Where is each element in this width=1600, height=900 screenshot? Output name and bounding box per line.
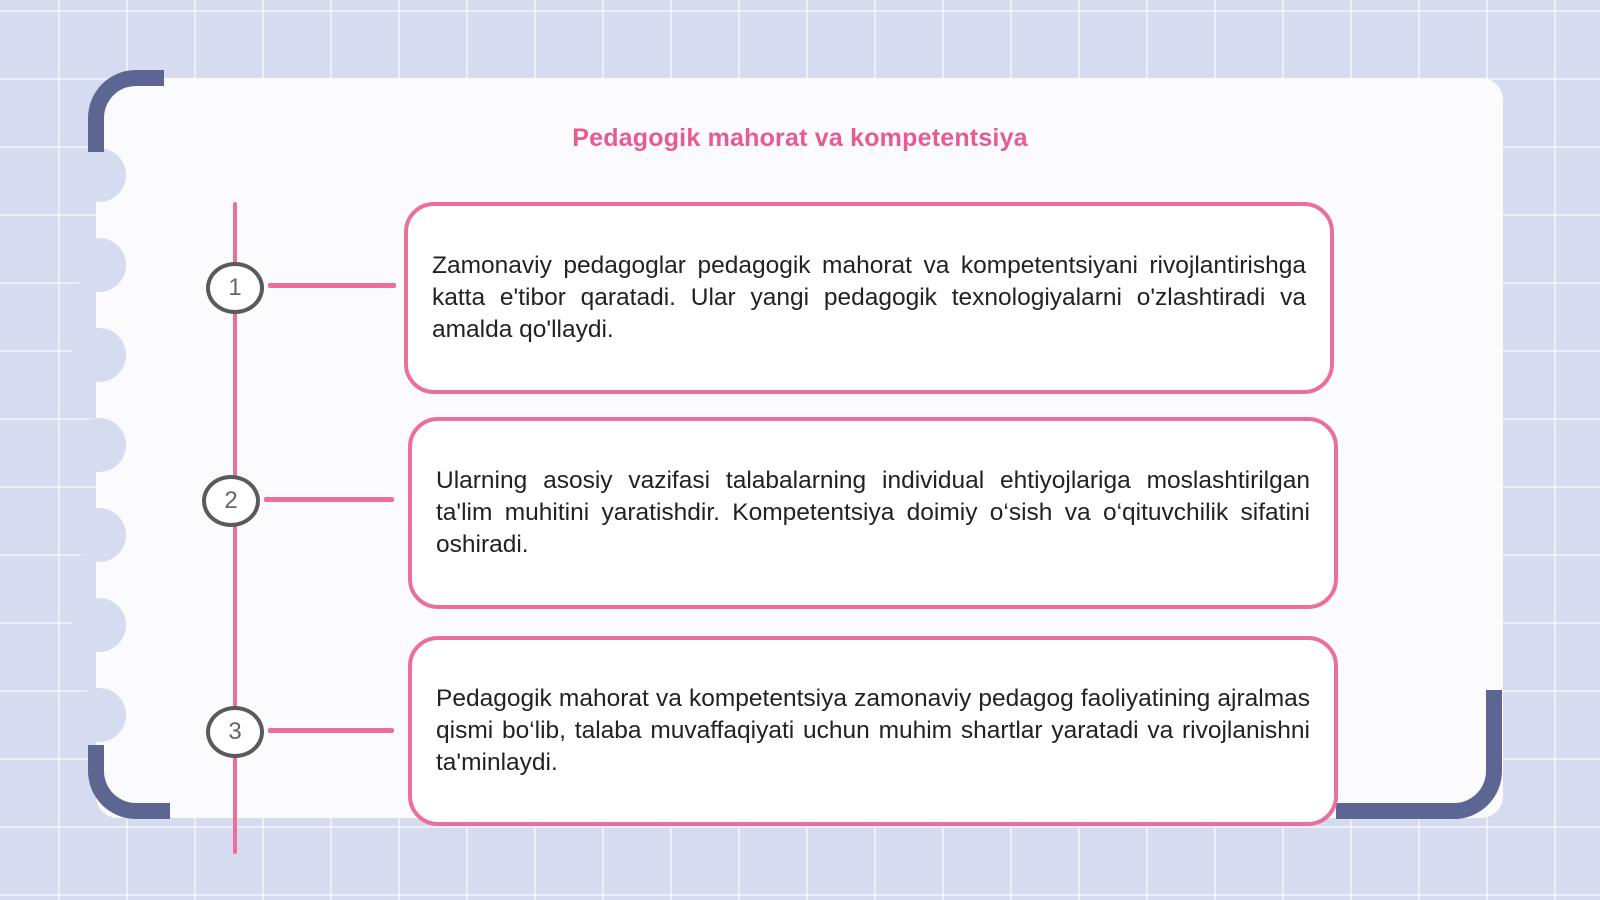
corner-bracket-bottom-right [1336, 690, 1502, 819]
card-scallop [72, 148, 126, 202]
timeline-item-1 [404, 202, 1334, 394]
timeline-item-text: Pedagogik mahorat va kompetentsiya zamonaviy pedagog faoliyatining ajralmas qismi bo‘lib, talaba muvaffaqiyati uchun muhim shartlar yaratadi va rivojlanishni ta'minlaydi. [436, 685, 1310, 776]
timeline-connector [268, 728, 394, 733]
card-scallop [72, 328, 126, 382]
timeline-item-text: Zamonaviy pedagoglar pedagogik mahorat va kompetentsiyani rivojlantirishga katta e'tibor qaratadi. Ular yangi pedagogik texnologiyalarni o'zlashtiradi va amalda qo'llaydi. [432, 252, 1306, 343]
timeline-item-2 [408, 417, 1338, 609]
card-scallop [72, 418, 126, 472]
timeline-marker-2: 2 [202, 475, 260, 527]
timeline-item-3 [408, 636, 1338, 826]
slide-title: Pedagogik mahorat va kompetentsiya [572, 124, 1028, 152]
timeline-item-text: Ularning asosiy vazifasi talabalarning individual ehtiyojlariga moslashtirilgan ta'lim muhitini yaratishdir. Kompetentsiya doimiy o‘sish va o‘qituvchilik sifatini oshiradi. [436, 467, 1310, 558]
timeline-connector [268, 283, 396, 288]
card-scallop [72, 688, 126, 742]
card-scallop [72, 238, 126, 292]
timeline-marker-1: 1 [206, 262, 264, 314]
card-scallop [72, 598, 126, 652]
card-scallop [72, 508, 126, 562]
timeline-connector [264, 497, 394, 502]
timeline-marker-3: 3 [206, 706, 264, 758]
